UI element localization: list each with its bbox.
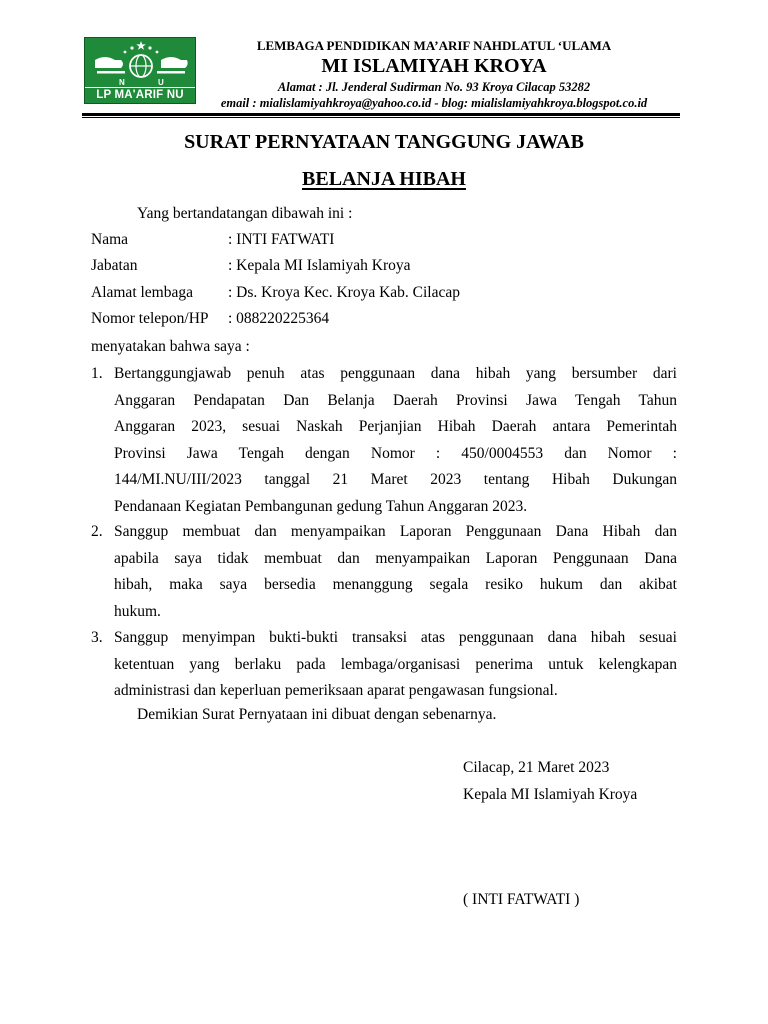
school-contact: email : mialislamiyahkroya@yahoo.co.id - blog: mialislamiyahkroya.blogspot.co.id	[220, 96, 648, 110]
text-line: Sanggup membuat dan menyampaikan Laporan Penggunaan Dana Hibah dan	[114, 523, 677, 540]
svg-text:U: U	[158, 78, 164, 87]
text-line: apabila saya tidak membuat dan menyampaikan Laporan Penggunaan Dana	[114, 549, 677, 567]
document-title: SURAT PERNYATAAN TANGGUNG JAWAB	[184, 131, 584, 153]
document-subtitle-text: BELANJA HIBAH	[302, 168, 466, 190]
statement-lead: menyatakan bahwa saya :	[91, 338, 250, 355]
field-label: Nama	[91, 231, 129, 248]
logo-label: LP MA'ARIF NU	[85, 87, 195, 102]
list-item-text	[114, 625, 677, 705]
field-label: Jabatan	[91, 257, 138, 274]
field-value: : INTI FATWATI	[228, 231, 335, 248]
signature-name: ( INTI FATWATI )	[463, 891, 580, 908]
field-value: : 088220225364	[228, 310, 330, 327]
org-name: LEMBAGA PENDIDIKAN MA’ARIF NAHDLATUL ‘ULAMA	[256, 38, 612, 53]
list-item-text	[114, 519, 677, 625]
document-subtitle	[0, 168, 768, 191]
signature-position: Kepala MI Islamiyah Kroya	[463, 786, 638, 803]
text-line: ketentuan yang berlaku pada lembaga/organisasi penerima untuk kelengkapan	[114, 655, 677, 673]
text-line: Bertanggungjawab penuh atas penggunaan dana hibah yang bersumber dari	[114, 365, 677, 382]
list-item-number: 1.	[91, 365, 103, 382]
closing-text: Demikian Surat Pernyataan ini dibuat dengan sebenarnya.	[137, 706, 497, 723]
text-line: Provinsi Jawa Tengah dengan Nomor : 450/0004553 dan Nomor :	[114, 444, 677, 462]
text-line: 144/MI.NU/III/2023 tanggal 21 Maret 2023 tentang Hibah Dukungan	[114, 471, 677, 488]
text-line: Anggaran 2023, sesuai Naskah Perjanjian Hibah Daerah antara Pemerintah	[114, 418, 677, 435]
school-address: Alamat : Jl. Jenderal Sudirman No. 93 Kroya Cilacap 53282	[277, 80, 591, 94]
field-row-position	[91, 257, 411, 275]
text-line: hukum.	[114, 602, 161, 620]
signature-place-date: Cilacap, 21 Maret 2023	[463, 759, 610, 776]
list-item-text	[114, 361, 677, 520]
text-line: hibah, maka saya bersedia menanggung segala resiko hukum dan akibat	[114, 576, 677, 593]
svg-text:N: N	[119, 78, 125, 87]
list-item-number: 3.	[91, 629, 103, 646]
text-line: Anggaran Pendapatan Dan Belanja Daerah Provinsi Jawa Tengah Tahun	[114, 391, 677, 409]
school-name: MI ISLAMIYAH KROYA	[321, 55, 547, 77]
intro-text: Yang bertandatangan dibawah ini :	[137, 205, 353, 222]
text-line: administrasi dan keperluan pemeriksaan aparat pengawasan fungsional.	[114, 682, 558, 699]
field-row-name	[91, 231, 334, 249]
list-item-number: 2.	[91, 523, 103, 540]
field-row-phone	[91, 310, 329, 328]
text-line: Pendanaan Kegiatan Pembangunan gedung Tahun Anggaran 2023.	[114, 497, 528, 515]
header-divider-thick	[82, 113, 680, 116]
field-label: Nomor telepon/HP	[91, 310, 209, 327]
field-label: Alamat lembaga	[91, 284, 193, 301]
field-value: : Kepala MI Islamiyah Kroya	[228, 257, 411, 274]
field-row-address	[91, 284, 460, 302]
header-divider-thin	[82, 117, 680, 118]
field-value: : Ds. Kroya Kec. Kroya Kab. Cilacap	[228, 284, 460, 301]
text-line: Sanggup menyimpan bukti-bukti transaksi atas penggunaan dana hibah sesuai	[114, 629, 677, 646]
